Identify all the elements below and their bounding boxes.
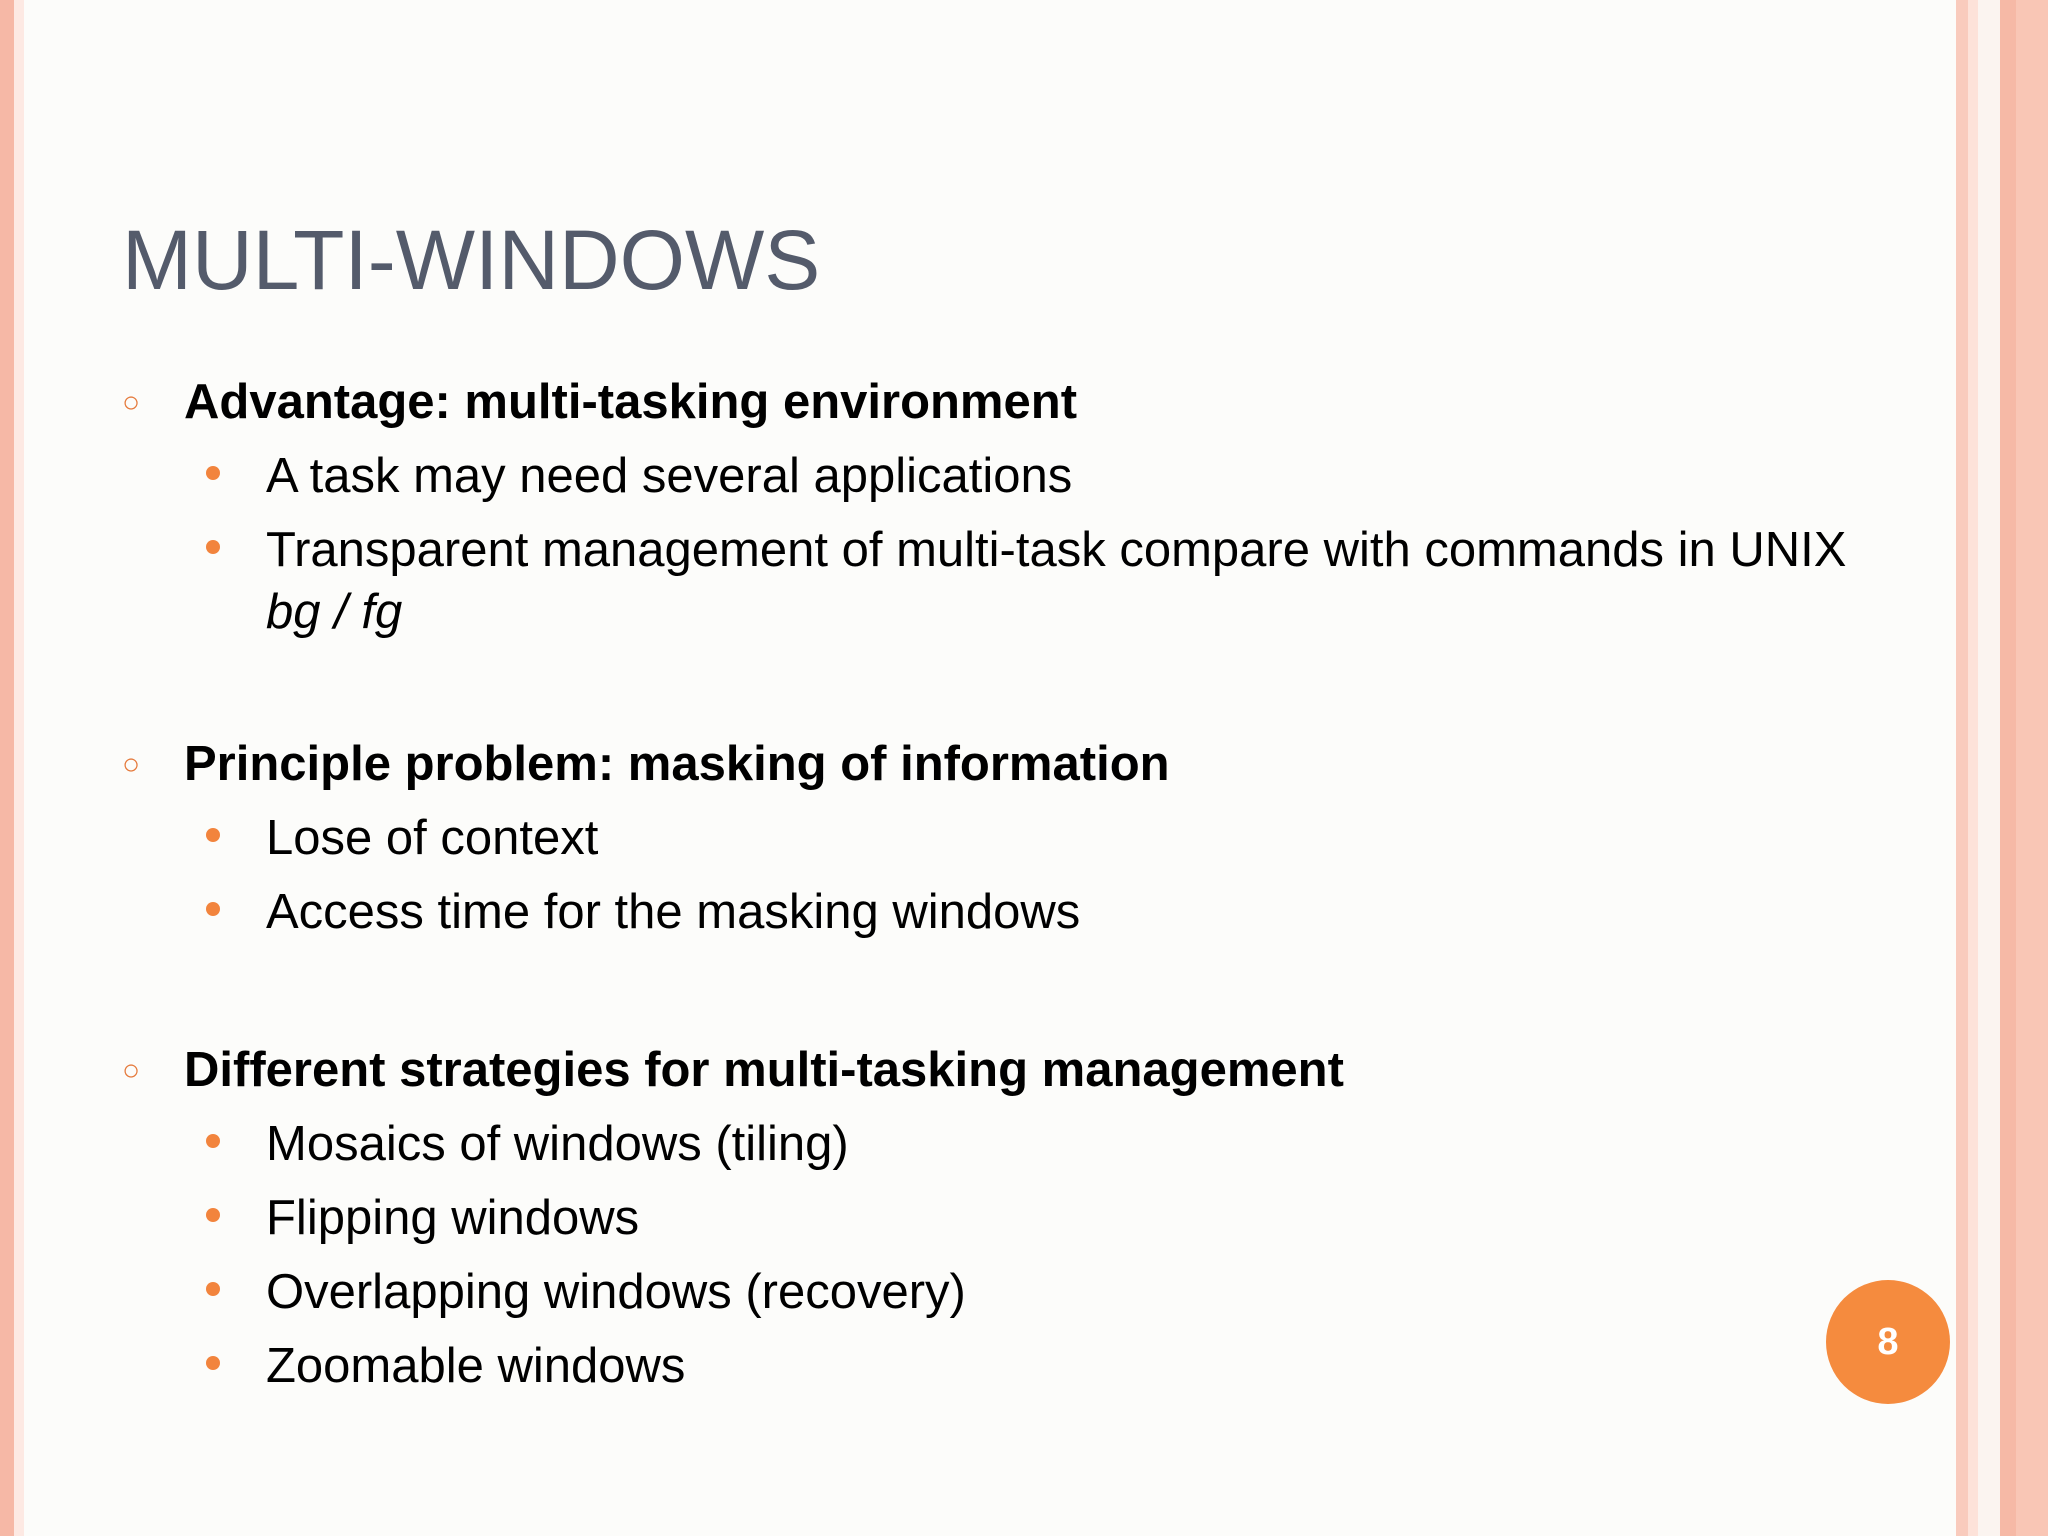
orange-dot-bullet-icon xyxy=(206,1134,220,1148)
right-stripe-decoration xyxy=(1956,0,1968,1536)
list-item: Mosaics of windows (tiling) xyxy=(266,1117,849,1171)
orange-dot-bullet-icon xyxy=(206,828,220,842)
list-item: Access time for the masking windows xyxy=(266,885,1081,939)
orange-dot-bullet-icon xyxy=(206,466,220,480)
list-item: Transparent management of multi-task compare with commands in UNIX xyxy=(266,523,1847,577)
list-item-continuation: bg / fg xyxy=(266,585,403,639)
hollow-circle-bullet-icon: ○ xyxy=(122,1054,141,1087)
list-item: Flipping windows xyxy=(266,1191,640,1245)
left-border-decoration xyxy=(0,0,14,1536)
section-heading: Different strategies for multi-tasking management xyxy=(184,1043,1344,1097)
section-heading: Advantage: multi-tasking environment xyxy=(184,375,1078,429)
hollow-circle-bullet-icon: ○ xyxy=(122,386,141,419)
page-number-badge: 8 xyxy=(1826,1280,1950,1404)
orange-dot-bullet-icon xyxy=(206,902,220,916)
right-stripe-decoration xyxy=(2016,0,2048,1536)
list-item: Zoomable windows xyxy=(266,1339,686,1393)
right-stripe-decoration xyxy=(1978,0,2000,1536)
section-heading: Principle problem: masking of information xyxy=(184,737,1170,791)
list-item: Lose of context xyxy=(266,811,599,865)
orange-dot-bullet-icon xyxy=(206,540,220,554)
list-item: A task may need several applications xyxy=(266,449,1073,503)
list-item: Overlapping windows (recovery) xyxy=(266,1265,966,1319)
orange-dot-bullet-icon xyxy=(206,1282,220,1296)
slide-title: MULTI-WINDOWS xyxy=(122,213,821,307)
right-stripe-decoration xyxy=(1968,0,1978,1536)
orange-dot-bullet-icon xyxy=(206,1208,220,1222)
orange-dot-bullet-icon xyxy=(206,1356,220,1370)
left-border-inner-decoration xyxy=(14,0,24,1536)
hollow-circle-bullet-icon: ○ xyxy=(122,748,141,781)
right-stripe-decoration xyxy=(2000,0,2016,1536)
